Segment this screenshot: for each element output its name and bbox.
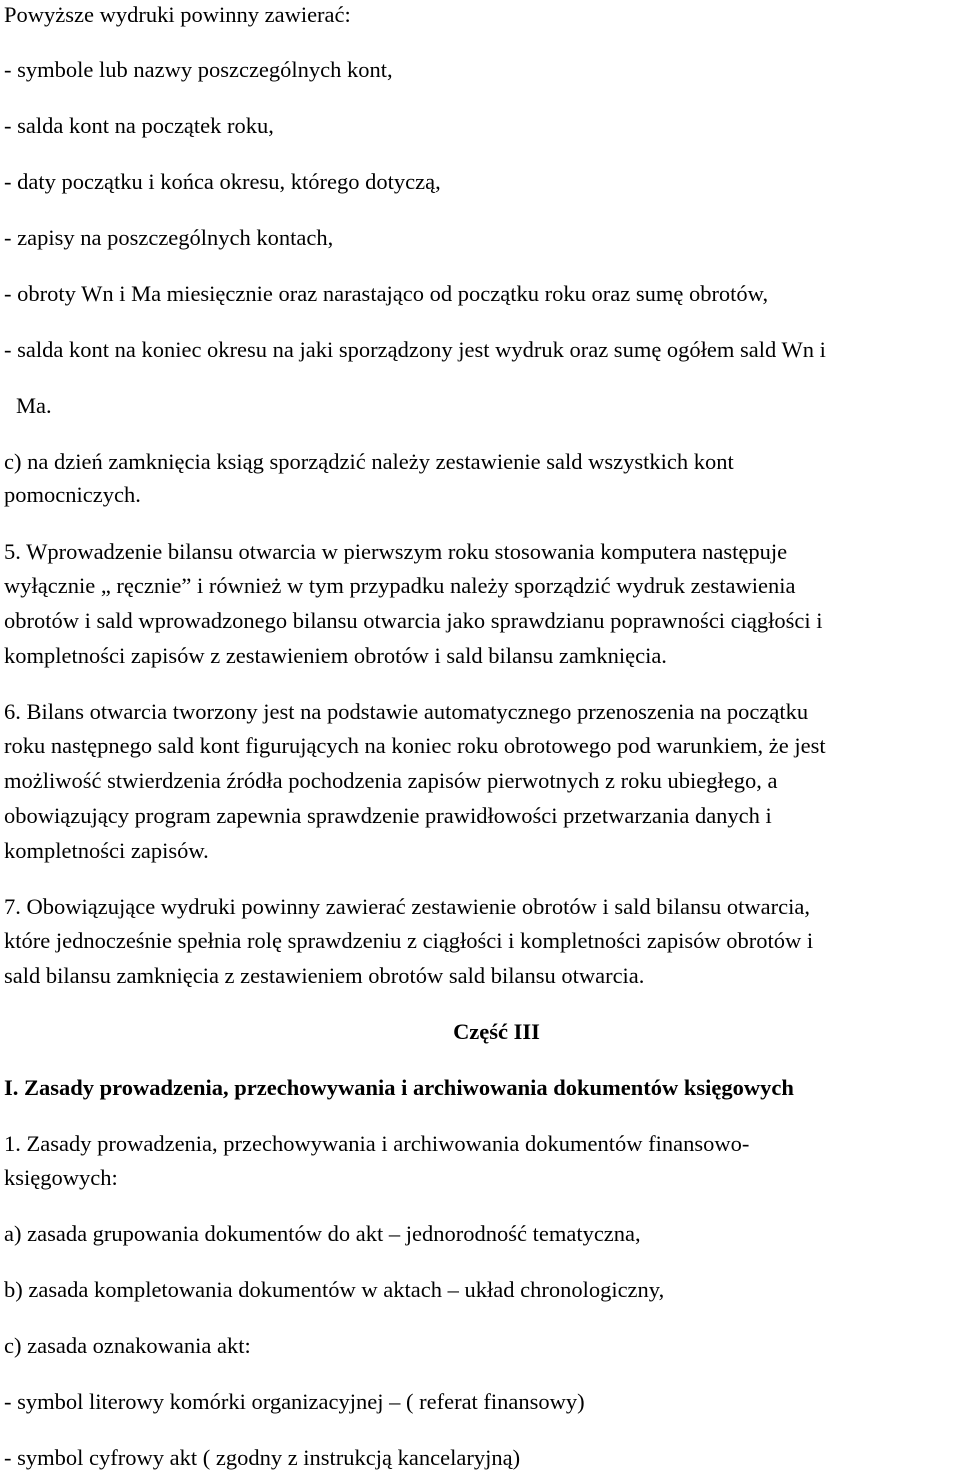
item-5-line-1: 5. Wprowadzenie bilansu otwarcia w pierwszym roku stosowania komputera następuje (4, 539, 788, 564)
bullet-account-entries: - zapisy na poszczególnych kontach, (4, 225, 334, 250)
item-1-line-2: księgowych: (4, 1165, 118, 1190)
item-7-line-3: sald bilansu zamknięcia z zestawieniem obrotów sald bilansu otwarcia. (4, 963, 645, 988)
item-5-line-3: obrotów i sald wprowadzonego bilansu otwarcia jako sprawdzianu poprawności ciągłości i (4, 608, 823, 633)
item-1-line-1: 1. Zasady prowadzenia, przechowywania i archiwowania dokumentów finansowo- (4, 1131, 750, 1156)
item-c-line-2: pomocniczych. (4, 482, 141, 507)
item-c-line-1: c) na dzień zamknięcia ksiąg sporządzić należy zestawienie sald wszystkich kont (4, 449, 734, 474)
bullet-opening-balances: - salda kont na początek roku, (4, 113, 274, 138)
item-6-line-2: roku następnego sald kont figurujących na koniec roku obrotowego pod warunkiem, że jest (4, 733, 826, 758)
rule-digit-symbol: - symbol cyfrowy akt ( zgodny z instrukcją kancelaryjną) (4, 1445, 521, 1470)
section-heading: I. Zasady prowadzenia, przechowywania i archiwowania dokumentów księgowych (4, 1075, 794, 1100)
item-7-line-2: które jednocześnie spełnia rolę sprawdzeniu z ciągłości i kompletności zapisów obrotów i (4, 928, 814, 953)
part-heading: Część III (453, 1019, 540, 1044)
bullet-monthly-turnover: - obroty Wn i Ma miesięcznie oraz narastająco od początku roku oraz sumę obrotów, (4, 281, 769, 306)
item-6-line-1: 6. Bilans otwarcia tworzony jest na podstawie automatycznego przenoszenia na początku (4, 699, 809, 724)
rule-marking: c) zasada oznakowania akt: (4, 1333, 251, 1358)
item-5-line-2: wyłącznie „ ręcznie” i również w tym przypadku należy sporządzić wydruk zestawienia (4, 573, 796, 598)
item-6-line-3: możliwość stwierdzenia źródła pochodzenia zapisów pierwotnych z roku ubiegłego, a (4, 768, 778, 793)
bullet-account-symbols: - symbole lub nazwy poszczególnych kont, (4, 57, 393, 82)
intro-line: Powyższe wydruki powinny zawierać: (4, 2, 351, 27)
rule-letter-symbol: - symbol literowy komórki organizacyjnej – ( referat finansowy) (4, 1389, 585, 1414)
bullet-closing-balances-continued: Ma. (16, 393, 52, 418)
bullet-period-dates: - daty początku i końca okresu, którego dotyczą, (4, 169, 441, 194)
item-6-line-5: kompletności zapisów. (4, 838, 209, 863)
item-7-line-1: 7. Obowiązujące wydruki powinny zawierać zestawienie obrotów i sald bilansu otwarcia, (4, 894, 810, 919)
rule-completing: b) zasada kompletowania dokumentów w aktach – układ chronologiczny, (4, 1277, 665, 1302)
rule-grouping: a) zasada grupowania dokumentów do akt – jednorodność tematyczna, (4, 1221, 641, 1246)
bullet-closing-balances: - salda kont na koniec okresu na jaki sporządzony jest wydruk oraz sumę ogółem sald Wn i (4, 337, 826, 362)
item-6-line-4: obowiązujący program zapewnia sprawdzenie prawidłowości przetwarzania danych i (4, 803, 772, 828)
item-5-line-4: kompletności zapisów z zestawieniem obrotów i sald bilansu zamknięcia. (4, 643, 667, 668)
